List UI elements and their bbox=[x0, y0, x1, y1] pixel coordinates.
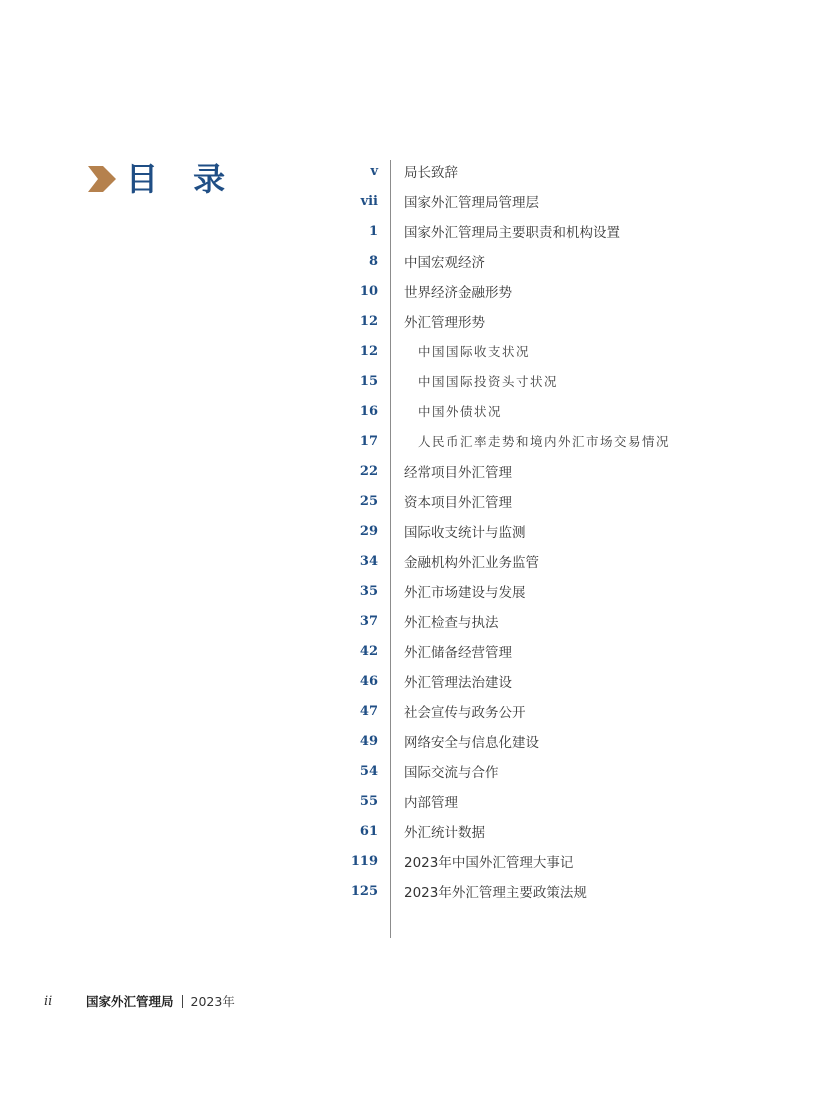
toc-page-number: 61 bbox=[359, 823, 378, 839]
toc-page-number: 15 bbox=[359, 373, 378, 389]
toc-page-number: 12 bbox=[359, 343, 378, 359]
toc-heading bbox=[88, 158, 237, 200]
toc-entry[interactable] bbox=[340, 876, 760, 906]
toc-entry[interactable] bbox=[340, 696, 760, 726]
toc-page-number: v bbox=[370, 163, 378, 179]
toc-entry-title: 外汇市场建设与发展 bbox=[404, 585, 526, 601]
toc-page-number: 25 bbox=[359, 493, 378, 509]
toc-page-number: 1 bbox=[368, 223, 378, 239]
toc-entry-title: 世界经济金融形势 bbox=[404, 285, 512, 301]
toc-entry-title: 国家外汇管理局管理层 bbox=[404, 195, 539, 211]
toc-entry-title: 国际收支统计与监测 bbox=[404, 525, 526, 541]
page-footer bbox=[44, 991, 235, 1011]
toc-page-number: vii bbox=[360, 193, 378, 209]
toc-entry-title: 经常项目外汇管理 bbox=[404, 465, 512, 481]
toc-entry-title: 内部管理 bbox=[404, 795, 458, 811]
toc-entry[interactable] bbox=[340, 336, 760, 366]
toc-page-number: 17 bbox=[359, 433, 378, 449]
toc-page-number: 35 bbox=[359, 583, 378, 599]
toc-page-number: 8 bbox=[368, 253, 378, 269]
toc-page-number: 46 bbox=[359, 673, 378, 689]
toc-entry[interactable] bbox=[340, 426, 760, 456]
toc-page-number: 12 bbox=[359, 313, 378, 329]
toc-entry[interactable] bbox=[340, 246, 760, 276]
toc-entry[interactable] bbox=[340, 546, 760, 576]
toc-page-number: 29 bbox=[359, 523, 378, 539]
toc-page-number: 49 bbox=[359, 733, 378, 749]
toc-entry-title: 外汇统计数据 bbox=[404, 825, 485, 841]
toc-entry-title: 网络安全与信息化建设 bbox=[404, 735, 539, 751]
toc-page-number: 42 bbox=[359, 643, 378, 659]
toc-entry[interactable] bbox=[340, 486, 760, 516]
footer-organization: 国家外汇管理局 bbox=[86, 994, 174, 1009]
toc-entry-title: 金融机构外汇业务监管 bbox=[404, 555, 539, 571]
toc-entry-title: 资本项目外汇管理 bbox=[404, 495, 512, 511]
toc-entry[interactable] bbox=[340, 456, 760, 486]
toc-page-number: 54 bbox=[359, 763, 378, 779]
toc-entry[interactable] bbox=[340, 516, 760, 546]
toc-entry[interactable] bbox=[340, 396, 760, 426]
toc-entry-title: 外汇管理形势 bbox=[404, 315, 485, 331]
toc-entry[interactable] bbox=[340, 636, 760, 666]
toc-entry[interactable] bbox=[340, 156, 760, 186]
toc-subentry-title: 中国外债状况 bbox=[418, 404, 503, 419]
toc-entry-title: 中国宏观经济 bbox=[404, 255, 485, 271]
toc-page-number: 16 bbox=[359, 403, 378, 419]
toc-entry-title: 2023年中国外汇管理大事记 bbox=[404, 855, 574, 871]
toc-subentry-title: 中国国际投资头寸状况 bbox=[418, 374, 559, 389]
toc-page-number: 34 bbox=[359, 553, 378, 569]
toc-entry-title: 社会宣传与政务公开 bbox=[404, 705, 526, 721]
table-of-contents bbox=[340, 156, 760, 906]
toc-page-number: 22 bbox=[359, 463, 378, 479]
page-number: ii bbox=[44, 993, 53, 1009]
toc-entry[interactable] bbox=[340, 216, 760, 246]
toc-entry-title: 局长致辞 bbox=[404, 165, 458, 181]
toc-entry[interactable] bbox=[340, 606, 760, 636]
toc-entry-title: 2023年外汇管理主要政策法规 bbox=[404, 885, 587, 901]
toc-page-number: 119 bbox=[350, 853, 378, 869]
toc-entry-title: 国家外汇管理局主要职责和机构设置 bbox=[404, 225, 620, 241]
toc-entry-title: 国际交流与合作 bbox=[404, 765, 499, 781]
toc-entry-title: 外汇管理法治建设 bbox=[404, 675, 512, 691]
toc-entry[interactable] bbox=[340, 276, 760, 306]
toc-entry[interactable] bbox=[340, 756, 760, 786]
footer-separator bbox=[182, 995, 183, 1008]
footer-year: 2023年 bbox=[190, 994, 235, 1009]
toc-entry[interactable] bbox=[340, 186, 760, 216]
toc-entry[interactable] bbox=[340, 846, 760, 876]
toc-entry[interactable] bbox=[340, 576, 760, 606]
toc-entry[interactable] bbox=[340, 366, 760, 396]
toc-page-number: 47 bbox=[359, 703, 378, 719]
chevron-right-icon bbox=[88, 166, 116, 192]
toc-entry[interactable] bbox=[340, 306, 760, 336]
toc-page-number: 37 bbox=[359, 613, 378, 629]
toc-page-number: 55 bbox=[359, 793, 378, 809]
toc-subentry-title: 人民币汇率走势和境内外汇市场交易情况 bbox=[418, 434, 671, 449]
page-title: 目 录 bbox=[126, 160, 238, 198]
toc-entry[interactable] bbox=[340, 666, 760, 696]
toc-entry-title: 外汇检查与执法 bbox=[404, 615, 499, 631]
toc-subentry-title: 中国国际收支状况 bbox=[418, 344, 531, 359]
toc-entry[interactable] bbox=[340, 786, 760, 816]
toc-page-number: 10 bbox=[359, 283, 378, 299]
toc-entry[interactable] bbox=[340, 726, 760, 756]
toc-entry[interactable] bbox=[340, 816, 760, 846]
toc-page-number: 125 bbox=[350, 883, 378, 899]
toc-entry-title: 外汇储备经营管理 bbox=[404, 645, 512, 661]
